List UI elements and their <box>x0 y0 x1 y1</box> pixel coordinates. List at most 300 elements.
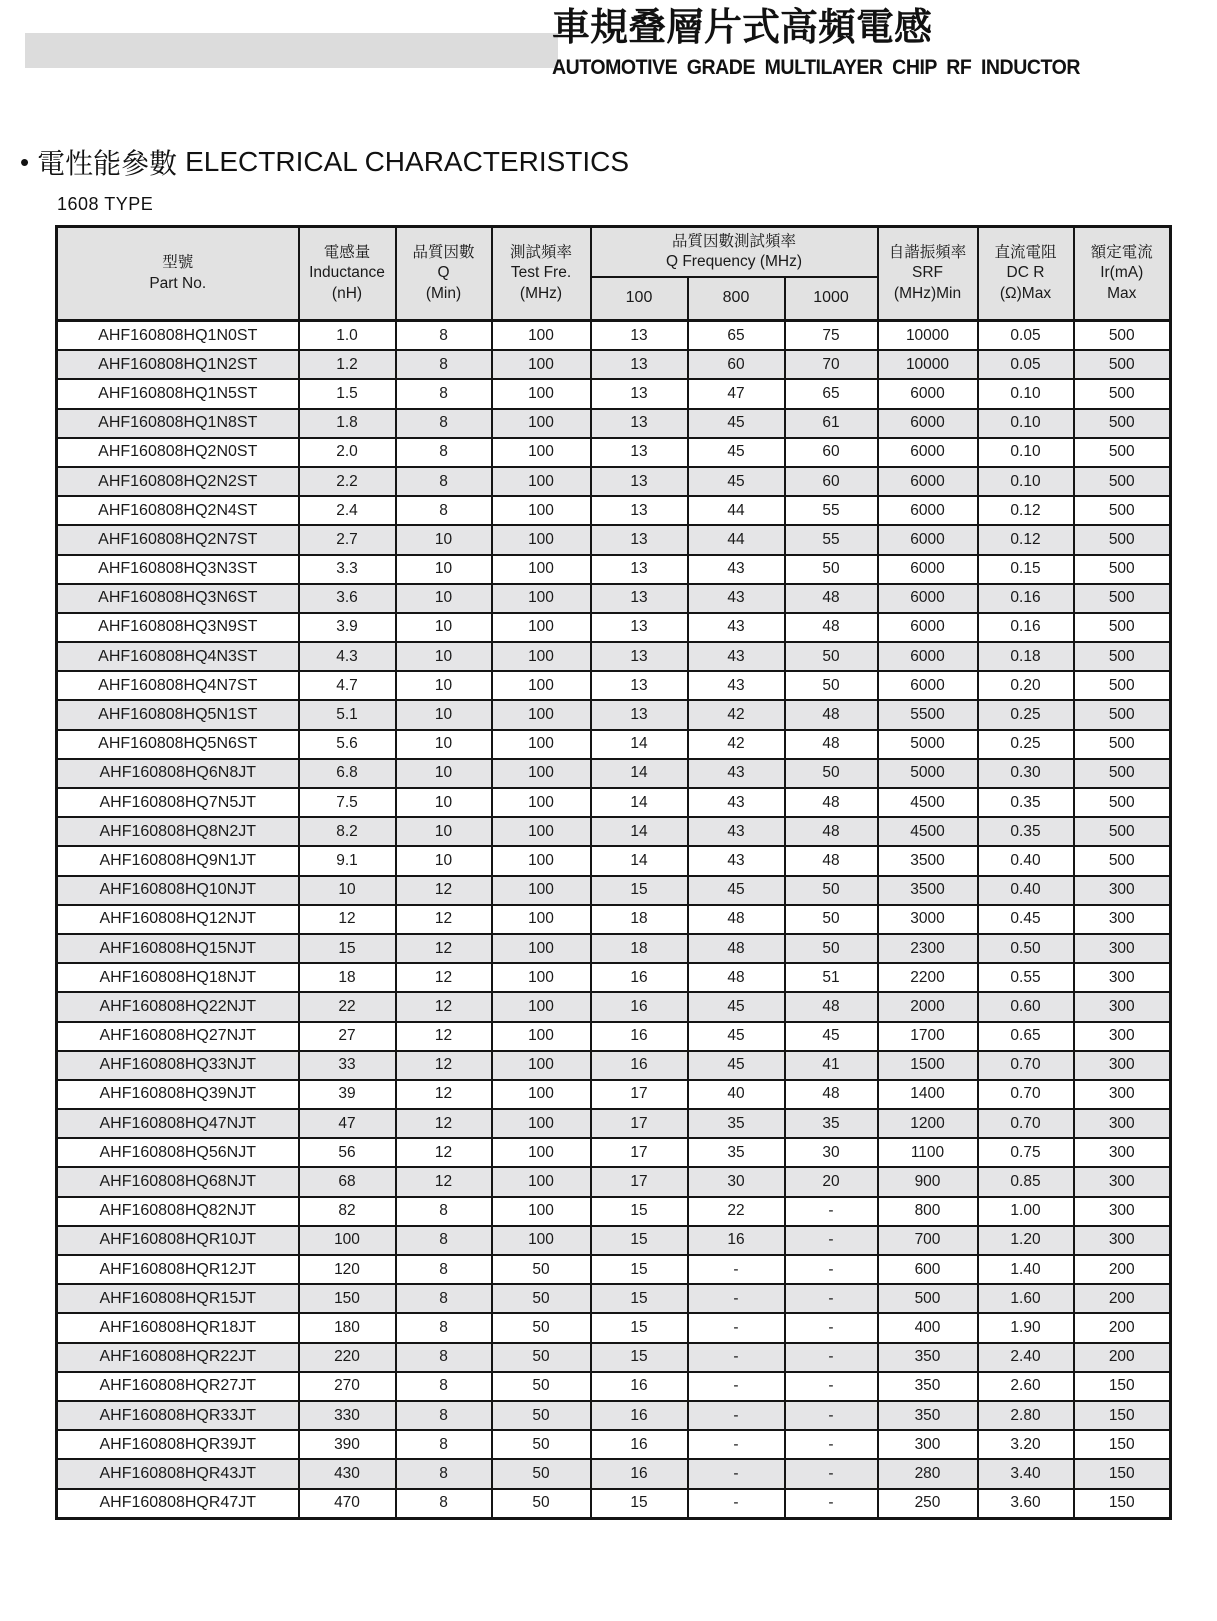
value-cell: - <box>785 1372 878 1401</box>
value-cell: 6000 <box>878 467 978 496</box>
value-cell: 8 <box>396 1430 492 1459</box>
table-row <box>57 1430 1171 1459</box>
value-cell: 100 <box>492 788 591 817</box>
value-cell: 300 <box>1074 1138 1171 1167</box>
value-cell: 48 <box>688 963 785 992</box>
value-cell: 0.10 <box>978 467 1074 496</box>
value-cell: 120 <box>299 1255 396 1284</box>
value-cell: 14 <box>591 846 688 875</box>
value-cell: 68 <box>299 1167 396 1196</box>
value-cell: 43 <box>688 555 785 584</box>
value-cell: 0.35 <box>978 817 1074 846</box>
value-cell: 100 <box>492 759 591 788</box>
value-cell: 1200 <box>878 1109 978 1138</box>
value-cell: 12 <box>396 1167 492 1196</box>
value-cell: 10 <box>396 671 492 700</box>
table-row <box>57 409 1171 438</box>
value-cell: 10 <box>396 817 492 846</box>
value-cell: 15 <box>591 1226 688 1255</box>
value-cell: 8 <box>396 1489 492 1519</box>
value-cell: 3500 <box>878 876 978 905</box>
value-cell: 6000 <box>878 379 978 408</box>
value-cell: 0.70 <box>978 1080 1074 1109</box>
value-cell: 10 <box>396 700 492 729</box>
value-cell: 8 <box>396 496 492 525</box>
value-cell: 8 <box>396 1313 492 1342</box>
part-no-cell: AHF160808HQ2N4ST <box>57 496 299 525</box>
col-header-rated-current: 額定電流 Ir(mA) Max <box>1074 227 1171 321</box>
value-cell: - <box>785 1197 878 1226</box>
part-no-cell: AHF160808HQ27NJT <box>57 1022 299 1051</box>
value-cell: 22 <box>299 992 396 1021</box>
part-no-cell: AHF160808HQ1N0ST <box>57 321 299 351</box>
part-no-cell: AHF160808HQ7N5JT <box>57 788 299 817</box>
table-row <box>57 788 1171 817</box>
value-cell: 44 <box>688 496 785 525</box>
value-cell: 300 <box>1074 963 1171 992</box>
value-cell: 50 <box>492 1401 591 1430</box>
value-cell: 50 <box>785 905 878 934</box>
value-cell: 48 <box>785 730 878 759</box>
value-cell: 150 <box>299 1284 396 1313</box>
value-cell: 300 <box>1074 992 1171 1021</box>
value-cell: - <box>785 1313 878 1342</box>
part-no-cell: AHF160808HQR22JT <box>57 1343 299 1372</box>
value-cell: 100 <box>492 350 591 379</box>
value-cell: 6000 <box>878 438 978 467</box>
value-cell: 0.55 <box>978 963 1074 992</box>
value-cell: 150 <box>1074 1372 1171 1401</box>
value-cell: 48 <box>785 817 878 846</box>
part-no-cell: AHF160808HQ33NJT <box>57 1051 299 1080</box>
value-cell: 15 <box>591 1284 688 1313</box>
value-cell: 12 <box>396 1109 492 1138</box>
value-cell: 42 <box>688 700 785 729</box>
value-cell: 300 <box>1074 934 1171 963</box>
value-cell: 500 <box>1074 467 1171 496</box>
value-cell: 300 <box>1074 1022 1171 1051</box>
value-cell: 30 <box>785 1138 878 1167</box>
value-cell: 12 <box>396 963 492 992</box>
logo-placeholder-bar <box>25 33 558 68</box>
value-cell: 350 <box>878 1343 978 1372</box>
value-cell: 6000 <box>878 409 978 438</box>
value-cell: 500 <box>1074 350 1171 379</box>
value-cell: 3000 <box>878 905 978 934</box>
value-cell: 470 <box>299 1489 396 1519</box>
value-cell: 1.90 <box>978 1313 1074 1342</box>
value-cell: 4500 <box>878 788 978 817</box>
value-cell: 17 <box>591 1138 688 1167</box>
page-title-chinese: 車規叠層片式高頻電感 <box>552 7 933 49</box>
value-cell: 3500 <box>878 846 978 875</box>
table-row <box>57 1401 1171 1430</box>
value-cell: 500 <box>1074 321 1171 351</box>
electrical-characteristics-table <box>55 225 1172 1520</box>
value-cell: 5500 <box>878 700 978 729</box>
value-cell: 50 <box>785 759 878 788</box>
value-cell: 10 <box>396 525 492 554</box>
value-cell: 100 <box>492 876 591 905</box>
value-cell: 10 <box>396 642 492 671</box>
value-cell: - <box>785 1401 878 1430</box>
value-cell: 1100 <box>878 1138 978 1167</box>
value-cell: 0.16 <box>978 613 1074 642</box>
value-cell: 500 <box>1074 759 1171 788</box>
value-cell: 1.2 <box>299 350 396 379</box>
value-cell: 41 <box>785 1051 878 1080</box>
value-cell: 47 <box>688 379 785 408</box>
value-cell: - <box>688 1372 785 1401</box>
value-cell: 390 <box>299 1430 396 1459</box>
value-cell: 100 <box>492 1080 591 1109</box>
value-cell: 17 <box>591 1080 688 1109</box>
value-cell: 430 <box>299 1459 396 1488</box>
value-cell: 48 <box>785 584 878 613</box>
value-cell: 13 <box>591 584 688 613</box>
value-cell: 70 <box>785 350 878 379</box>
value-cell: 55 <box>785 496 878 525</box>
part-no-cell: AHF160808HQ1N5ST <box>57 379 299 408</box>
value-cell: 500 <box>1074 817 1171 846</box>
value-cell: 1700 <box>878 1022 978 1051</box>
table-body <box>57 321 1171 1519</box>
value-cell: 300 <box>1074 1167 1171 1196</box>
part-no-cell: AHF160808HQR43JT <box>57 1459 299 1488</box>
value-cell: 8.2 <box>299 817 396 846</box>
value-cell: 0.25 <box>978 730 1074 759</box>
value-cell: 43 <box>688 584 785 613</box>
part-no-cell: AHF160808HQ1N2ST <box>57 350 299 379</box>
value-cell: 200 <box>1074 1255 1171 1284</box>
value-cell: 5.6 <box>299 730 396 759</box>
value-cell: 100 <box>492 1109 591 1138</box>
value-cell: 500 <box>1074 788 1171 817</box>
table-row <box>57 817 1171 846</box>
value-cell: 75 <box>785 321 878 351</box>
value-cell: 48 <box>785 613 878 642</box>
value-cell: 56 <box>299 1138 396 1167</box>
part-no-cell: AHF160808HQ18NJT <box>57 963 299 992</box>
value-cell: 6000 <box>878 642 978 671</box>
table-row <box>57 1109 1171 1138</box>
value-cell: 2000 <box>878 992 978 1021</box>
value-cell: - <box>785 1489 878 1519</box>
value-cell: 50 <box>785 555 878 584</box>
value-cell: 100 <box>492 730 591 759</box>
electrical-characteristics-table-wrap <box>55 225 1169 1520</box>
value-cell: 100 <box>299 1226 396 1255</box>
value-cell: 3.6 <box>299 584 396 613</box>
value-cell: 100 <box>492 555 591 584</box>
table-row <box>57 1138 1171 1167</box>
table-row <box>57 1489 1171 1519</box>
value-cell: 6000 <box>878 584 978 613</box>
value-cell: 0.20 <box>978 671 1074 700</box>
part-no-cell: AHF160808HQR15JT <box>57 1284 299 1313</box>
value-cell: 48 <box>785 992 878 1021</box>
value-cell: - <box>688 1459 785 1488</box>
value-cell: 13 <box>591 555 688 584</box>
value-cell: 6.8 <box>299 759 396 788</box>
part-no-cell: AHF160808HQR33JT <box>57 1401 299 1430</box>
value-cell: 15 <box>591 1313 688 1342</box>
value-cell: 300 <box>1074 1197 1171 1226</box>
col-header-q-frequency-group: 品質因數測試頻率 Q Frequency (MHz) <box>591 227 878 278</box>
value-cell: 100 <box>492 671 591 700</box>
value-cell: 500 <box>1074 555 1171 584</box>
table-header <box>57 227 1171 321</box>
value-cell: 35 <box>785 1109 878 1138</box>
value-cell: 150 <box>1074 1489 1171 1519</box>
value-cell: 12 <box>396 1080 492 1109</box>
value-cell: 3.40 <box>978 1459 1074 1488</box>
value-cell: 65 <box>785 379 878 408</box>
value-cell: 48 <box>688 934 785 963</box>
value-cell: 55 <box>785 525 878 554</box>
value-cell: 500 <box>1074 409 1171 438</box>
value-cell: 22 <box>688 1197 785 1226</box>
part-no-cell: AHF160808HQ2N7ST <box>57 525 299 554</box>
value-cell: 15 <box>591 1255 688 1284</box>
value-cell: 48 <box>785 1080 878 1109</box>
value-cell: 13 <box>591 700 688 729</box>
value-cell: 0.05 <box>978 350 1074 379</box>
part-no-cell: AHF160808HQ4N7ST <box>57 671 299 700</box>
value-cell: 15 <box>591 1489 688 1519</box>
value-cell: 43 <box>688 759 785 788</box>
value-cell: 200 <box>1074 1284 1171 1313</box>
value-cell: 13 <box>591 409 688 438</box>
value-cell: 9.1 <box>299 846 396 875</box>
value-cell: 150 <box>1074 1459 1171 1488</box>
value-cell: 50 <box>785 934 878 963</box>
table-row <box>57 1167 1171 1196</box>
value-cell: 35 <box>688 1138 785 1167</box>
value-cell: - <box>785 1284 878 1313</box>
value-cell: 14 <box>591 730 688 759</box>
value-cell: 8 <box>396 1401 492 1430</box>
part-no-cell: AHF160808HQ68NJT <box>57 1167 299 1196</box>
value-cell: 220 <box>299 1343 396 1372</box>
value-cell: 13 <box>591 321 688 351</box>
value-cell: 100 <box>492 905 591 934</box>
value-cell: 39 <box>299 1080 396 1109</box>
value-cell: 0.16 <box>978 584 1074 613</box>
value-cell: 300 <box>1074 1226 1171 1255</box>
table-row <box>57 642 1171 671</box>
value-cell: 0.40 <box>978 876 1074 905</box>
value-cell: 10 <box>299 876 396 905</box>
value-cell: 0.05 <box>978 321 1074 351</box>
table-row <box>57 1343 1171 1372</box>
value-cell: 150 <box>1074 1430 1171 1459</box>
value-cell: 500 <box>1074 613 1171 642</box>
value-cell: 10 <box>396 759 492 788</box>
value-cell: 300 <box>1074 905 1171 934</box>
value-cell: 13 <box>591 613 688 642</box>
value-cell: 0.70 <box>978 1051 1074 1080</box>
table-row <box>57 905 1171 934</box>
value-cell: 0.45 <box>978 905 1074 934</box>
value-cell: 5000 <box>878 759 978 788</box>
value-cell: 43 <box>688 613 785 642</box>
value-cell: 200 <box>1074 1313 1171 1342</box>
col-header-test-frequency: 測試頻率 Test Fre. (MHz) <box>492 227 591 321</box>
value-cell: 10 <box>396 584 492 613</box>
value-cell: 30 <box>688 1167 785 1196</box>
part-no-cell: AHF160808HQ1N8ST <box>57 409 299 438</box>
value-cell: 350 <box>878 1372 978 1401</box>
table-row <box>57 1284 1171 1313</box>
part-no-cell: AHF160808HQ10NJT <box>57 876 299 905</box>
value-cell: 1400 <box>878 1080 978 1109</box>
table-row <box>57 1255 1171 1284</box>
value-cell: 500 <box>1074 700 1171 729</box>
value-cell: 6000 <box>878 555 978 584</box>
value-cell: 33 <box>299 1051 396 1080</box>
value-cell: 50 <box>785 671 878 700</box>
value-cell: 0.25 <box>978 700 1074 729</box>
value-cell: 500 <box>878 1284 978 1313</box>
value-cell: 13 <box>591 642 688 671</box>
value-cell: 2.40 <box>978 1343 1074 1372</box>
col-subheader-100mhz: 100 <box>591 277 688 321</box>
col-subheader-800mhz: 800 <box>688 277 785 321</box>
part-no-cell: AHF160808HQ82NJT <box>57 1197 299 1226</box>
value-cell: 180 <box>299 1313 396 1342</box>
page-header <box>552 6 1192 80</box>
table-row <box>57 321 1171 351</box>
part-no-cell: AHF160808HQ3N3ST <box>57 555 299 584</box>
value-cell: 200 <box>1074 1343 1171 1372</box>
value-cell: 0.10 <box>978 409 1074 438</box>
value-cell: 300 <box>1074 1051 1171 1080</box>
value-cell: 8 <box>396 467 492 496</box>
type-label: 1608 TYPE <box>57 194 154 214</box>
value-cell: 35 <box>688 1109 785 1138</box>
table-row <box>57 1080 1171 1109</box>
value-cell: 12 <box>396 1051 492 1080</box>
value-cell: 12 <box>396 934 492 963</box>
value-cell: 16 <box>591 1372 688 1401</box>
value-cell: 65 <box>688 321 785 351</box>
value-cell: 82 <box>299 1197 396 1226</box>
value-cell: - <box>785 1459 878 1488</box>
value-cell: 16 <box>688 1226 785 1255</box>
value-cell: 6000 <box>878 613 978 642</box>
value-cell: 45 <box>785 1022 878 1051</box>
value-cell: 8 <box>396 409 492 438</box>
value-cell: 800 <box>878 1197 978 1226</box>
value-cell: 5000 <box>878 730 978 759</box>
value-cell: 47 <box>299 1109 396 1138</box>
value-cell: 0.10 <box>978 438 1074 467</box>
value-cell: 2.80 <box>978 1401 1074 1430</box>
value-cell: 100 <box>492 584 591 613</box>
value-cell: 50 <box>492 1284 591 1313</box>
value-cell: 100 <box>492 1022 591 1051</box>
value-cell: 500 <box>1074 642 1171 671</box>
value-cell: - <box>688 1489 785 1519</box>
table-row <box>57 963 1171 992</box>
table-row <box>57 1051 1171 1080</box>
value-cell: 100 <box>492 1197 591 1226</box>
value-cell: - <box>688 1401 785 1430</box>
value-cell: 45 <box>688 438 785 467</box>
value-cell: 0.60 <box>978 992 1074 1021</box>
value-cell: 2300 <box>878 934 978 963</box>
value-cell: 8 <box>396 1459 492 1488</box>
value-cell: 6000 <box>878 496 978 525</box>
value-cell: 50 <box>492 1459 591 1488</box>
value-cell: 100 <box>492 700 591 729</box>
part-no-cell: AHF160808HQ12NJT <box>57 905 299 934</box>
value-cell: 3.9 <box>299 613 396 642</box>
value-cell: 17 <box>591 1167 688 1196</box>
part-no-cell: AHF160808HQR12JT <box>57 1255 299 1284</box>
value-cell: 20 <box>785 1167 878 1196</box>
table-row <box>57 876 1171 905</box>
value-cell: 45 <box>688 992 785 1021</box>
col-header-part-no: 型號 Part No. <box>57 227 299 321</box>
value-cell: 48 <box>785 788 878 817</box>
value-cell: 100 <box>492 496 591 525</box>
part-no-cell: AHF160808HQR39JT <box>57 1430 299 1459</box>
value-cell: 0.65 <box>978 1022 1074 1051</box>
value-cell: 13 <box>591 525 688 554</box>
value-cell: 3.3 <box>299 555 396 584</box>
value-cell: 2.7 <box>299 525 396 554</box>
value-cell: 0.12 <box>978 496 1074 525</box>
part-no-cell: AHF160808HQR18JT <box>57 1313 299 1342</box>
value-cell: 43 <box>688 642 785 671</box>
part-no-cell: AHF160808HQ56NJT <box>57 1138 299 1167</box>
value-cell: 400 <box>878 1313 978 1342</box>
table-row <box>57 467 1171 496</box>
value-cell: 100 <box>492 963 591 992</box>
table-row <box>57 584 1171 613</box>
part-no-cell: AHF160808HQR27JT <box>57 1372 299 1401</box>
value-cell: 12 <box>396 876 492 905</box>
value-cell: 100 <box>492 321 591 351</box>
value-cell: 15 <box>591 1197 688 1226</box>
table-row <box>57 613 1171 642</box>
value-cell: 16 <box>591 1401 688 1430</box>
value-cell: 16 <box>591 992 688 1021</box>
part-no-cell: AHF160808HQ5N6ST <box>57 730 299 759</box>
value-cell: 1.60 <box>978 1284 1074 1313</box>
value-cell: 50 <box>492 1489 591 1519</box>
value-cell: 14 <box>591 817 688 846</box>
value-cell: 15 <box>591 1343 688 1372</box>
value-cell: 0.85 <box>978 1167 1074 1196</box>
value-cell: 100 <box>492 1226 591 1255</box>
value-cell: 100 <box>492 438 591 467</box>
table-row <box>57 496 1171 525</box>
value-cell: 300 <box>1074 876 1171 905</box>
value-cell: 0.40 <box>978 846 1074 875</box>
value-cell: 300 <box>878 1430 978 1459</box>
value-cell: 2.60 <box>978 1372 1074 1401</box>
value-cell: 3.60 <box>978 1489 1074 1519</box>
value-cell: - <box>688 1430 785 1459</box>
value-cell: 15 <box>591 876 688 905</box>
value-cell: 16 <box>591 1430 688 1459</box>
value-cell: 1.8 <box>299 409 396 438</box>
part-no-cell: AHF160808HQ3N6ST <box>57 584 299 613</box>
value-cell: 14 <box>591 759 688 788</box>
